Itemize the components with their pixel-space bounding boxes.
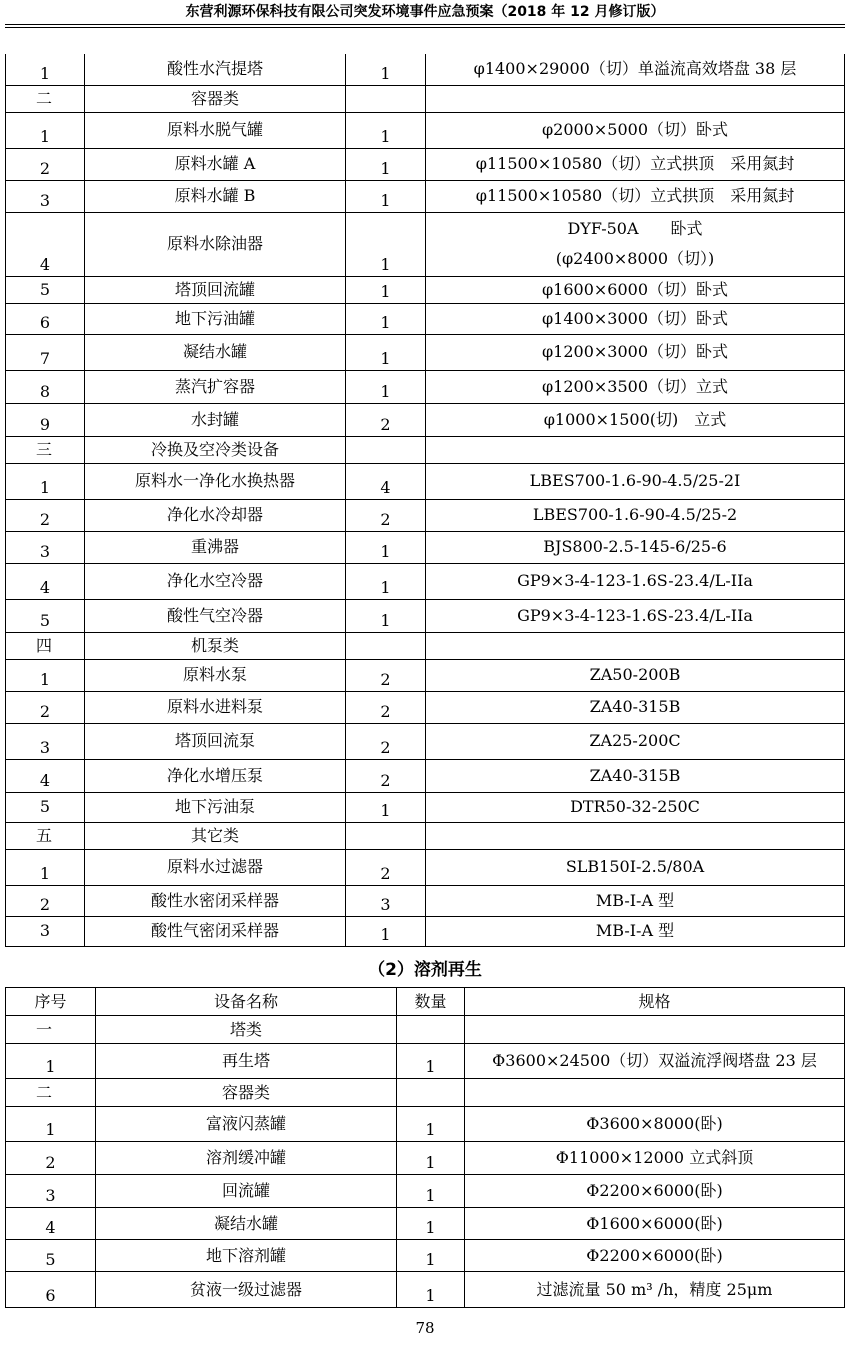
cell-name: 原料水泵 (85, 659, 346, 691)
cell-spec: φ11500×10580（切）立式拱顶 采用氮封 (426, 148, 845, 180)
cell-no: 3 (6, 916, 85, 946)
cell-qty: 1 (397, 1044, 465, 1079)
page-number: 78 (415, 1319, 435, 1337)
cell-qty: 1 (346, 916, 426, 946)
table-row (6, 499, 845, 531)
cell-name: 富液闪蒸罐 (96, 1107, 397, 1142)
cell-no: 1 (6, 659, 85, 691)
category-row (6, 1079, 845, 1107)
cell-qty: 1 (346, 563, 426, 599)
cell-no: 4 (6, 212, 85, 276)
cell-spec (426, 85, 845, 112)
table-row (6, 212, 845, 276)
cell-name: 地下溶剂罐 (96, 1240, 397, 1272)
cell-spec: DTR50-32-250C (426, 792, 845, 822)
cell-spec: Φ2200×6000(卧) (465, 1240, 845, 1272)
cell-no: 3 (6, 531, 85, 563)
spec-line-2: (φ2400×8000（切）) (555, 249, 715, 268)
cell-spec: LBES700-1.6-90-4.5/25-2 (426, 499, 845, 531)
cell-name: 凝结水罐 (85, 334, 346, 370)
table-header-row (6, 988, 845, 1016)
table-row (6, 759, 845, 792)
cell-name: 重沸器 (85, 531, 346, 563)
cell-spec (465, 1016, 845, 1044)
cell-qty: 1 (397, 1240, 465, 1272)
header-spec: 规格 (465, 988, 845, 1016)
cell-qty (346, 632, 426, 659)
cell-no: 2 (6, 885, 85, 916)
cell-spec: ZA50-200B (426, 659, 845, 691)
cell-no: 7 (6, 334, 85, 370)
header-rule-lower (5, 27, 845, 28)
document-header: 东营利源环保科技有限公司突发环境事件应急预案（2018 年 12 月修订版） (185, 4, 665, 20)
cell-name: 凝结水罐 (96, 1208, 397, 1240)
cell-spec: φ2000×5000（切）卧式 (426, 112, 845, 148)
cell-name: 塔类 (96, 1016, 397, 1044)
cell-qty: 2 (346, 403, 426, 436)
cell-name: 贫液一级过滤器 (96, 1272, 397, 1308)
cell-no: 1 (6, 1044, 96, 1079)
cell-no: 四 (6, 632, 85, 659)
cell-spec: GP9×3-4-123-1.6S-23.4/L-IIa (426, 599, 845, 632)
cell-no: 3 (6, 180, 85, 212)
cell-no: 1 (6, 463, 85, 499)
cell-spec: ZA40-315B (426, 759, 845, 792)
table-row (6, 659, 845, 691)
cell-name: 原料水罐 B (85, 180, 346, 212)
cell-qty: 1 (346, 148, 426, 180)
table-row (6, 792, 845, 822)
cell-spec (465, 1079, 845, 1107)
cell-name: 塔顶回流罐 (85, 276, 346, 303)
category-row (6, 85, 845, 112)
cell-name: 蒸汽扩容器 (85, 370, 346, 403)
category-row (6, 436, 845, 463)
cell-no: 3 (6, 1175, 96, 1208)
category-row (6, 822, 845, 849)
cell-no: 9 (6, 403, 85, 436)
cell-spec: Φ1600×6000(卧) (465, 1208, 845, 1240)
table-row (6, 599, 845, 632)
cell-no: 5 (6, 792, 85, 822)
cell-spec: Φ3600×24500（切）双溢流浮阀塔盘 23 层 (465, 1044, 845, 1079)
cell-no: 一 (6, 1016, 96, 1044)
cell-name: 净化水增压泵 (85, 759, 346, 792)
table-row (6, 112, 845, 148)
cell-qty: 2 (346, 499, 426, 531)
cell-spec: MB-I-A 型 (426, 885, 845, 916)
cell-qty (346, 822, 426, 849)
cell-spec: ZA25-200C (426, 723, 845, 759)
cell-no: 6 (6, 1272, 96, 1308)
cell-name: 机泵类 (85, 632, 346, 659)
cell-qty: 1 (346, 531, 426, 563)
cell-spec: MB-I-A 型 (426, 916, 845, 946)
table-row (6, 276, 845, 303)
cell-no: 4 (6, 563, 85, 599)
cell-no: 二 (6, 85, 85, 112)
cell-qty (346, 85, 426, 112)
table-row (6, 1208, 845, 1240)
equipment-table-2 (5, 987, 845, 1308)
cell-name: 原料水一净化水换热器 (85, 463, 346, 499)
cell-no: 1 (6, 112, 85, 148)
category-row (6, 1016, 845, 1044)
cell-name: 酸性水汽提塔 (85, 54, 346, 85)
cell-qty: 1 (346, 112, 426, 148)
cell-no: 1 (6, 1107, 96, 1142)
cell-spec: 过滤流量 50 m³ /h，精度 25μm (465, 1272, 845, 1308)
table-row (6, 334, 845, 370)
cell-spec: Φ3600×8000(卧) (465, 1107, 845, 1142)
cell-name: 回流罐 (96, 1175, 397, 1208)
cell-spec (426, 632, 845, 659)
cell-qty (346, 436, 426, 463)
cell-qty (397, 1079, 465, 1107)
cell-name: 净化水冷却器 (85, 499, 346, 531)
header-no: 序号 (6, 988, 96, 1016)
cell-name: 原料水过滤器 (85, 849, 346, 885)
table-row (6, 463, 845, 499)
table-row (6, 1044, 845, 1079)
table-row (6, 370, 845, 403)
cell-name: 酸性气空冷器 (85, 599, 346, 632)
header-qty: 数量 (397, 988, 465, 1016)
equipment-table-1 (5, 54, 845, 947)
cell-name: 原料水进料泵 (85, 691, 346, 723)
cell-spec: GP9×3-4-123-1.6S-23.4/L-IIa (426, 563, 845, 599)
cell-spec: LBES700-1.6-90-4.5/25-2I (426, 463, 845, 499)
cell-no: 8 (6, 370, 85, 403)
cell-qty: 1 (397, 1175, 465, 1208)
cell-qty: 1 (346, 212, 426, 276)
table-row (6, 563, 845, 599)
cell-spec: φ1000×1500(切) 立式 (426, 403, 845, 436)
cell-name: 地下污油罐 (85, 303, 346, 334)
cell-no: 1 (6, 54, 85, 85)
table-row (6, 885, 845, 916)
cell-qty: 1 (346, 599, 426, 632)
cell-spec: φ11500×10580（切）立式拱顶 采用氮封 (426, 180, 845, 212)
cell-spec (426, 212, 845, 276)
cell-name: 冷换及空冷类设备 (85, 436, 346, 463)
cell-qty: 1 (346, 370, 426, 403)
cell-spec: φ1400×29000（切）单溢流高效塔盘 38 层 (426, 54, 845, 85)
cell-spec: φ1200×3500（切）立式 (426, 370, 845, 403)
cell-qty (397, 1016, 465, 1044)
cell-spec: Φ2200×6000(卧) (465, 1175, 845, 1208)
cell-qty: 1 (346, 54, 426, 85)
cell-spec: φ1600×6000（切）卧式 (426, 276, 845, 303)
header-rule (5, 24, 845, 25)
cell-no: 2 (6, 691, 85, 723)
cell-qty: 1 (397, 1107, 465, 1142)
table-row (6, 1142, 845, 1175)
cell-no: 三 (6, 436, 85, 463)
table-row (6, 403, 845, 436)
table-row (6, 1175, 845, 1208)
spec-line-1: DYF-50A 卧式 (567, 219, 703, 238)
cell-name: 原料水除油器 (85, 212, 346, 276)
cell-qty: 1 (397, 1142, 465, 1175)
cell-name: 塔顶回流泵 (85, 723, 346, 759)
cell-no: 1 (6, 849, 85, 885)
table-row (6, 54, 845, 85)
cell-name: 原料水脱气罐 (85, 112, 346, 148)
header-name: 设备名称 (96, 988, 397, 1016)
cell-qty: 1 (346, 792, 426, 822)
cell-no: 4 (6, 1208, 96, 1240)
cell-name: 溶剂缓冲罐 (96, 1142, 397, 1175)
cell-name: 水封罐 (85, 403, 346, 436)
cell-no: 5 (6, 599, 85, 632)
table-row (6, 723, 845, 759)
cell-no: 五 (6, 822, 85, 849)
table-row (6, 1107, 845, 1142)
cell-no: 4 (6, 759, 85, 792)
cell-qty: 1 (346, 303, 426, 334)
cell-qty: 4 (346, 463, 426, 499)
cell-no: 二 (6, 1079, 96, 1107)
cell-name: 再生塔 (96, 1044, 397, 1079)
cell-no: 2 (6, 499, 85, 531)
cell-spec: ZA40-315B (426, 691, 845, 723)
cell-qty: 2 (346, 849, 426, 885)
table-row (6, 303, 845, 334)
cell-name: 地下污油泵 (85, 792, 346, 822)
cell-spec: SLB150I-2.5/80A (426, 849, 845, 885)
category-row (6, 632, 845, 659)
cell-name: 容器类 (85, 85, 346, 112)
table-row (6, 1272, 845, 1308)
cell-name: 酸性气密闭采样器 (85, 916, 346, 946)
cell-qty: 2 (346, 723, 426, 759)
cell-name: 其它类 (85, 822, 346, 849)
cell-spec (426, 822, 845, 849)
cell-no: 3 (6, 723, 85, 759)
table-row (6, 849, 845, 885)
cell-spec: φ1200×3000（切）卧式 (426, 334, 845, 370)
cell-no: 5 (6, 276, 85, 303)
table-row (6, 916, 845, 946)
cell-name: 容器类 (96, 1079, 397, 1107)
cell-name: 原料水罐 A (85, 148, 346, 180)
cell-name: 酸性水密闭采样器 (85, 885, 346, 916)
cell-spec: Φ11000×12000 立式斜顶 (465, 1142, 845, 1175)
table-row (6, 531, 845, 563)
cell-qty: 1 (346, 334, 426, 370)
cell-spec (426, 436, 845, 463)
cell-no: 2 (6, 148, 85, 180)
cell-qty: 2 (346, 759, 426, 792)
cell-spec: φ1400×3000（切）卧式 (426, 303, 845, 334)
cell-spec: BJS800-2.5-145-6/25-6 (426, 531, 845, 563)
table-row (6, 180, 845, 212)
section-title-solvent-regeneration: （2）溶剂再生 (368, 960, 482, 980)
table-row (6, 148, 845, 180)
cell-qty: 1 (346, 276, 426, 303)
cell-qty: 2 (346, 691, 426, 723)
table-row (6, 691, 845, 723)
cell-qty: 3 (346, 885, 426, 916)
cell-no: 6 (6, 303, 85, 334)
cell-qty: 1 (397, 1272, 465, 1308)
table-row (6, 1240, 845, 1272)
cell-qty: 1 (397, 1208, 465, 1240)
cell-no: 2 (6, 1142, 96, 1175)
cell-no: 5 (6, 1240, 96, 1272)
cell-qty: 1 (346, 180, 426, 212)
cell-qty: 2 (346, 659, 426, 691)
cell-name: 净化水空冷器 (85, 563, 346, 599)
